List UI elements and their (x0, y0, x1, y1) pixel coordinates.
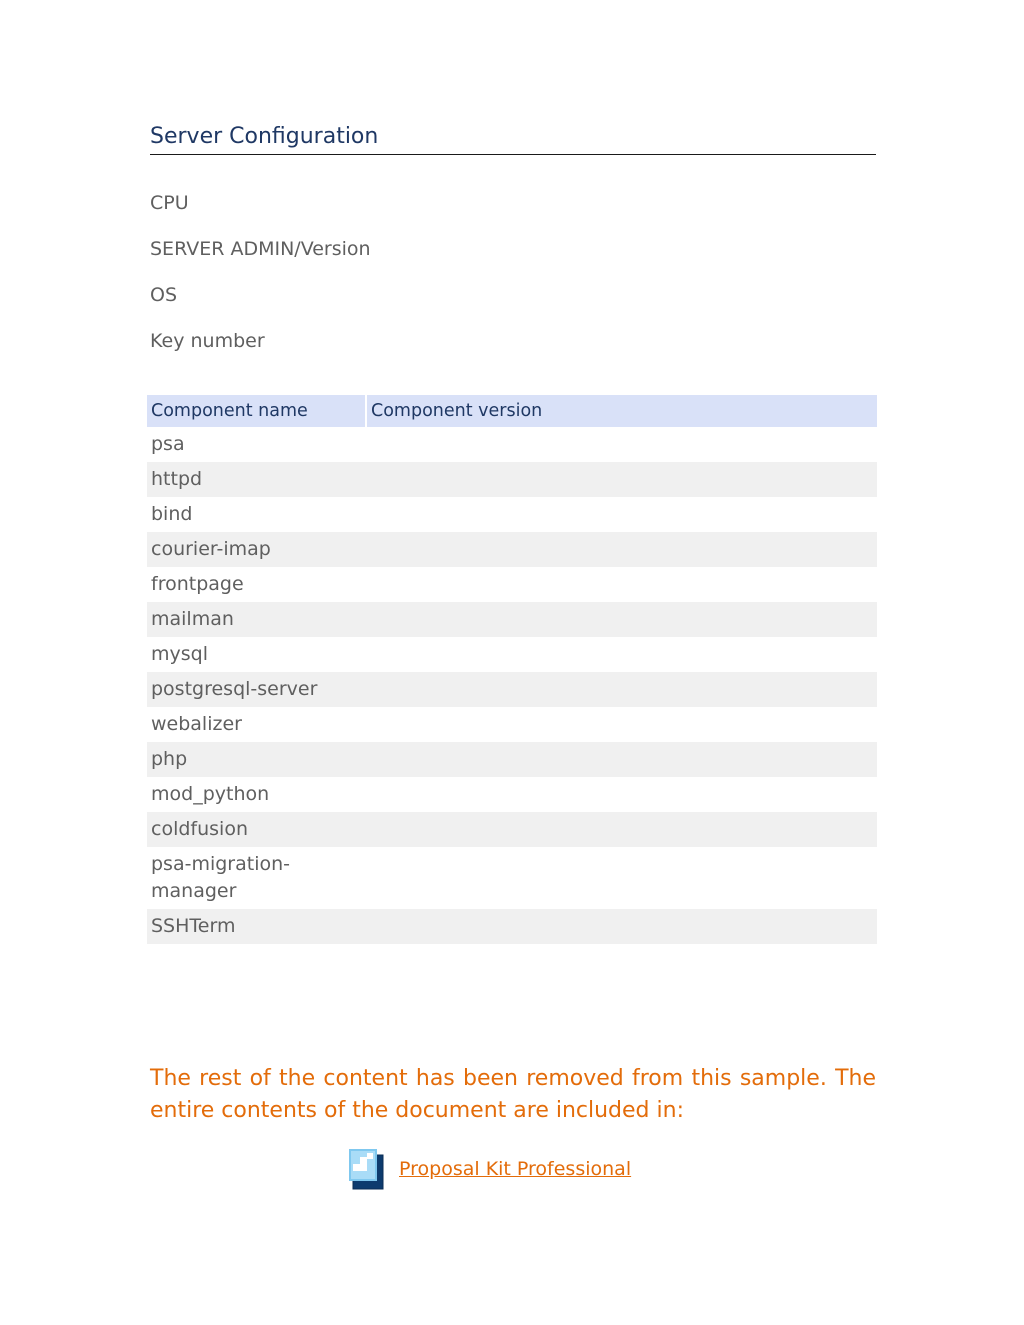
component-version-cell (367, 497, 877, 532)
page-title: Server Configuration (150, 124, 379, 149)
product-link-row (347, 1147, 631, 1191)
component-version-cell (367, 602, 877, 637)
table-row (147, 567, 877, 602)
component-table (147, 395, 877, 944)
component-version-cell (367, 742, 877, 777)
config-label-key-number: Key number (150, 330, 265, 352)
component-version-cell (367, 812, 877, 847)
component-name-cell: httpd (147, 462, 367, 497)
component-name-cell: courier-imap (147, 532, 367, 567)
component-version-cell (367, 707, 877, 742)
config-label-cpu: CPU (150, 192, 189, 214)
component-name-cell: mysql (147, 637, 367, 672)
proposal-kit-professional-link[interactable]: Proposal Kit Professional (399, 1158, 632, 1180)
column-header-component-name: Component name (147, 395, 367, 427)
table-row (147, 672, 877, 707)
table-row (147, 532, 877, 567)
proposal-kit-product-icon (347, 1147, 385, 1191)
component-name-cell: postgresql-server (147, 672, 367, 707)
component-version-cell (367, 847, 877, 909)
component-version-cell (367, 532, 877, 567)
table-row (147, 637, 877, 672)
component-name-cell: SSHTerm (147, 909, 367, 944)
component-name-cell: php (147, 742, 367, 777)
component-name-cell: coldfusion (147, 812, 367, 847)
component-name-cell: mod_python (147, 777, 367, 812)
config-label-os: OS (150, 284, 178, 306)
section-heading-rule (150, 120, 876, 155)
component-name-cell: bind (147, 497, 367, 532)
table-header-row (147, 395, 877, 427)
component-version-cell (367, 427, 877, 462)
component-version-cell (367, 672, 877, 707)
component-version-cell (367, 777, 877, 812)
table-row (147, 427, 877, 462)
component-name-cell: frontpage (147, 567, 367, 602)
table-row (147, 812, 877, 847)
table-row (147, 602, 877, 637)
table-row (147, 742, 877, 777)
table-row (147, 707, 877, 742)
component-name-cell: psa-migration-manager (147, 847, 367, 909)
column-header-component-version: Component version (367, 395, 877, 427)
component-version-cell (367, 567, 877, 602)
table-row (147, 777, 877, 812)
table-row (147, 909, 877, 944)
config-label-server-admin-version: SERVER ADMIN/Version (150, 238, 371, 260)
component-version-cell (367, 909, 877, 944)
table-row (147, 847, 877, 909)
component-name-cell: mailman (147, 602, 367, 637)
component-name-cell: webalizer (147, 707, 367, 742)
table-row (147, 462, 877, 497)
table-row (147, 497, 877, 532)
component-name-cell: psa (147, 427, 367, 462)
sample-notice: The rest of the content has been removed from this sample. The entire contents of the document are included in: (150, 1066, 876, 1123)
component-version-cell (367, 462, 877, 497)
component-version-cell (367, 637, 877, 672)
